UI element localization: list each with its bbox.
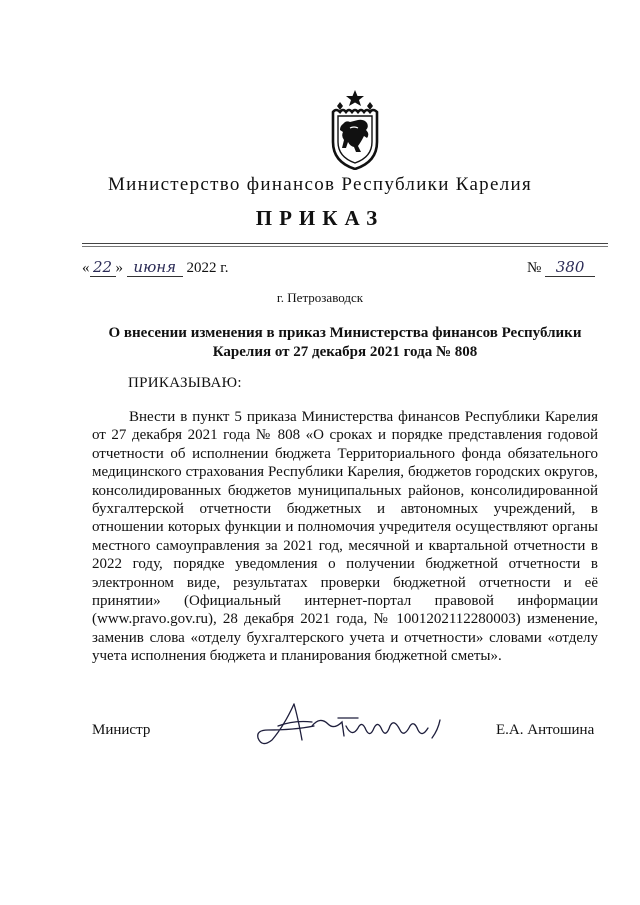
header-divider-secondary <box>82 246 608 247</box>
date-year: 2022 г. <box>186 260 229 276</box>
date-close-quote: » <box>115 260 123 276</box>
order-date <box>82 258 228 277</box>
ministry-name: Министерство финансов Республики Карелия <box>107 174 533 195</box>
signer-name: Е.А. Антошина <box>496 722 595 738</box>
document-type-title: ПРИКАЗ <box>255 206 385 230</box>
order-subject: О внесении изменения в приказ Министерства финансов Республики Карелия от 27 декабря 2021 года № 808 <box>108 325 582 360</box>
order-directive: ПРИКАЗЫВАЮ: <box>128 375 242 391</box>
header-divider <box>82 243 608 244</box>
date-day: 22 <box>90 258 116 277</box>
handwritten-signature <box>254 696 476 748</box>
order-number-value: 380 <box>545 258 595 277</box>
signer-title: Министр <box>92 722 151 738</box>
date-open-quote: « <box>82 260 90 276</box>
order-body: Внести в пункт 5 приказа Министерства финансов Республики Карелия от 27 декабря 2021 года № 808 «О сроках и порядке представления годовой отчетности об исполнении бюджета Территориального фонда обязательного медицинского страхования Республики Карелия, бюджетов городских округов, консолидированных бюджетов муниципальных районов, консолидированной бухгалтерской отчетности бюджетных и автономных учреждений, в отношении которых функции и полномочия учредителя осуществляют органы местного самоуправления за 2021 год, месячной и квартальной отчетности в 2022 году, порядке уведомления о получении бюджетной отчетности в электронном виде, результатах проверки бюджетной отчетности и её принятии» (Официальный интернет-портал правовой информации (www.pravo.gov.ru), 28 декабря 2021 года, № 1001202112280003) изменение, заменив слова «отделу бухгалтерского учета и отчетности» словами «отделу учета исполнения бюджета и планирования бюджетной сметы». <box>92 409 598 665</box>
order-number <box>527 258 595 277</box>
city: г. Петрозаводск <box>276 290 364 305</box>
order-number-label: № <box>527 260 542 276</box>
karelia-coat-of-arms-icon <box>328 90 382 170</box>
date-month: июня <box>127 258 183 277</box>
